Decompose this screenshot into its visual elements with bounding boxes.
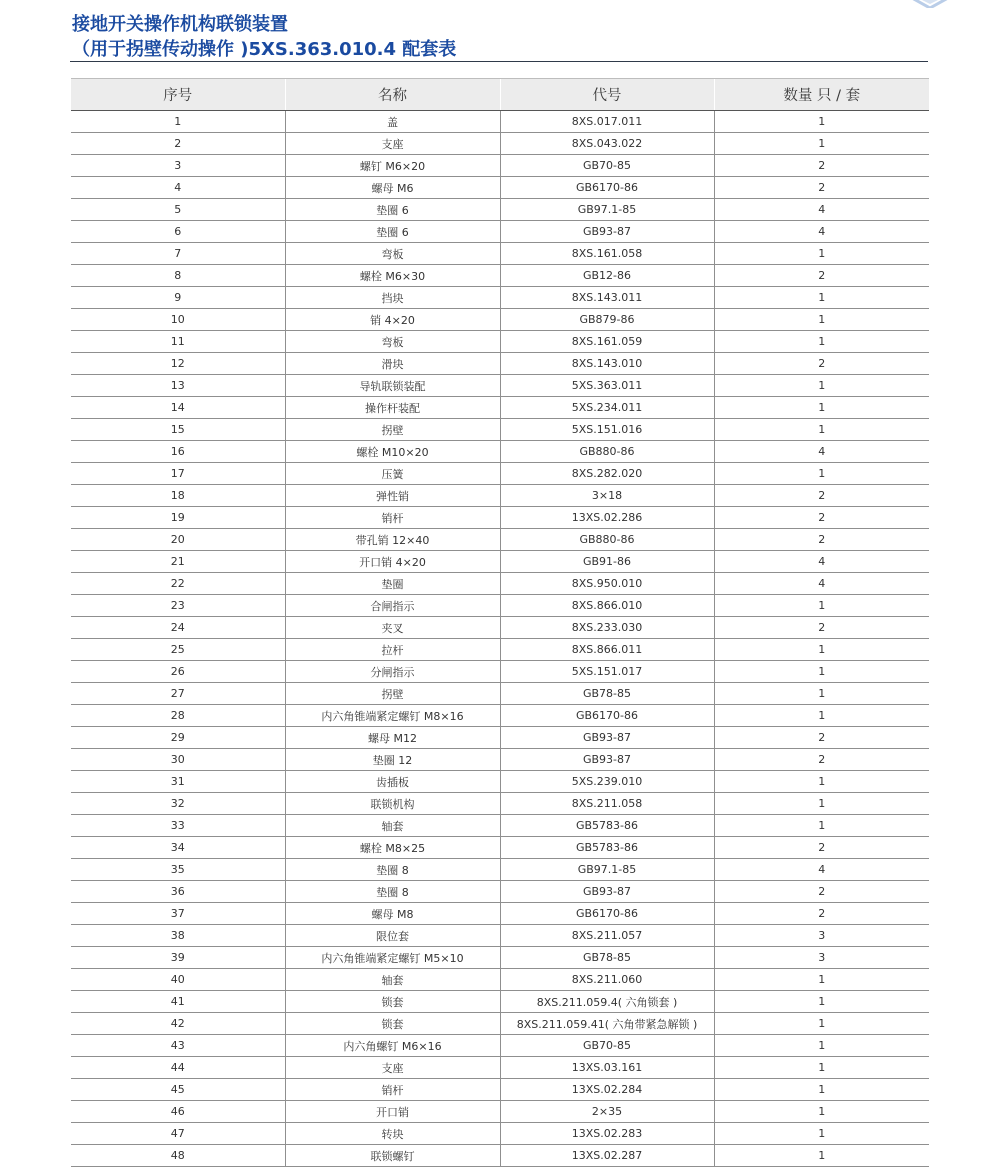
cell-name: 支座 <box>285 1057 500 1079</box>
parts-table <box>71 78 929 1167</box>
cell-code: GB78-85 <box>500 947 714 969</box>
cell-index: 28 <box>71 705 285 727</box>
cell-quantity: 1 <box>714 463 929 485</box>
cell-name: 夹叉 <box>285 617 500 639</box>
cell-index: 8 <box>71 265 285 287</box>
table-row <box>71 133 929 155</box>
table-row <box>71 683 929 705</box>
table-row <box>71 595 929 617</box>
cell-code: GB97.1-85 <box>500 199 714 221</box>
table-row <box>71 199 929 221</box>
cell-name: 销杆 <box>285 507 500 529</box>
table-row <box>71 375 929 397</box>
cell-index: 44 <box>71 1057 285 1079</box>
table-row <box>71 661 929 683</box>
cell-name: 垫圈 6 <box>285 199 500 221</box>
table-row <box>71 309 929 331</box>
cell-quantity: 1 <box>714 243 929 265</box>
table-row <box>71 397 929 419</box>
cell-index: 36 <box>71 881 285 903</box>
cell-quantity: 1 <box>714 397 929 419</box>
table-row <box>71 463 929 485</box>
cell-code: 8XS.211.059.4( 六角锁套 ) <box>500 991 714 1013</box>
table-row <box>71 837 929 859</box>
cell-code: 8XS.211.057 <box>500 925 714 947</box>
cell-index: 26 <box>71 661 285 683</box>
cell-name: 内六角锥端紧定螺钉 M8×16 <box>285 705 500 727</box>
cell-index: 48 <box>71 1145 285 1167</box>
cell-quantity: 3 <box>714 947 929 969</box>
table-row <box>71 551 929 573</box>
corner-decoration <box>912 0 948 8</box>
cell-name: 联锁机构 <box>285 793 500 815</box>
table-row <box>71 991 929 1013</box>
cell-name: 螺栓 M8×25 <box>285 837 500 859</box>
cell-index: 16 <box>71 441 285 463</box>
cell-quantity: 1 <box>714 661 929 683</box>
cell-index: 7 <box>71 243 285 265</box>
cell-quantity: 2 <box>714 903 929 925</box>
cell-index: 15 <box>71 419 285 441</box>
cell-index: 25 <box>71 639 285 661</box>
cell-code: GB78-85 <box>500 683 714 705</box>
cell-code: 3×18 <box>500 485 714 507</box>
cell-name: 弯板 <box>285 243 500 265</box>
cell-name: 拐壁 <box>285 419 500 441</box>
table-row <box>71 507 929 529</box>
cell-index: 40 <box>71 969 285 991</box>
table-row <box>71 727 929 749</box>
table-row <box>71 1101 929 1123</box>
cell-index: 5 <box>71 199 285 221</box>
cell-quantity: 1 <box>714 375 929 397</box>
cell-quantity: 1 <box>714 683 929 705</box>
cell-index: 3 <box>71 155 285 177</box>
cell-index: 33 <box>71 815 285 837</box>
cell-name: 弯板 <box>285 331 500 353</box>
cell-index: 47 <box>71 1123 285 1145</box>
table-row <box>71 155 929 177</box>
cell-quantity: 2 <box>714 529 929 551</box>
cell-index: 18 <box>71 485 285 507</box>
cell-index: 35 <box>71 859 285 881</box>
cell-quantity: 1 <box>714 1035 929 1057</box>
table-row <box>71 1123 929 1145</box>
document-title <box>72 12 932 62</box>
header-name: 名称 <box>285 79 500 111</box>
cell-name: 螺栓 M6×30 <box>285 265 500 287</box>
table-header-row <box>71 79 929 111</box>
cell-quantity: 1 <box>714 595 929 617</box>
cell-name: 垫圈 8 <box>285 881 500 903</box>
cell-name: 开口销 4×20 <box>285 551 500 573</box>
cell-quantity: 4 <box>714 199 929 221</box>
cell-index: 2 <box>71 133 285 155</box>
cell-index: 14 <box>71 397 285 419</box>
cell-index: 1 <box>71 111 285 133</box>
cell-code: 8XS.233.030 <box>500 617 714 639</box>
cell-code: GB93-87 <box>500 749 714 771</box>
cell-index: 20 <box>71 529 285 551</box>
table-row <box>71 485 929 507</box>
cell-quantity: 1 <box>714 969 929 991</box>
table-row <box>71 111 929 133</box>
cell-name: 内六角锥端紧定螺钉 M5×10 <box>285 947 500 969</box>
table-row <box>71 1035 929 1057</box>
cell-index: 13 <box>71 375 285 397</box>
cell-index: 4 <box>71 177 285 199</box>
table-row <box>71 177 929 199</box>
cell-name: 销杆 <box>285 1079 500 1101</box>
cell-index: 19 <box>71 507 285 529</box>
cell-name: 转块 <box>285 1123 500 1145</box>
cell-code: 8XS.950.010 <box>500 573 714 595</box>
cell-quantity: 2 <box>714 727 929 749</box>
cell-index: 42 <box>71 1013 285 1035</box>
cell-name: 操作杆装配 <box>285 397 500 419</box>
cell-code: 8XS.017.011 <box>500 111 714 133</box>
cell-quantity: 4 <box>714 859 929 881</box>
cell-code: GB93-87 <box>500 881 714 903</box>
table-row <box>71 265 929 287</box>
cell-name: 螺母 M8 <box>285 903 500 925</box>
cell-code: GB70-85 <box>500 1035 714 1057</box>
cell-index: 38 <box>71 925 285 947</box>
cell-index: 12 <box>71 353 285 375</box>
cell-quantity: 2 <box>714 177 929 199</box>
table-row <box>71 331 929 353</box>
cell-name: 导轨联锁装配 <box>285 375 500 397</box>
cell-code: 8XS.211.060 <box>500 969 714 991</box>
cell-index: 37 <box>71 903 285 925</box>
cell-code: 8XS.143.011 <box>500 287 714 309</box>
cell-name: 支座 <box>285 133 500 155</box>
cell-index: 34 <box>71 837 285 859</box>
table-row <box>71 419 929 441</box>
cell-code: GB6170-86 <box>500 177 714 199</box>
cell-quantity: 4 <box>714 551 929 573</box>
cell-quantity: 2 <box>714 507 929 529</box>
cell-code: GB5783-86 <box>500 815 714 837</box>
cell-code: GB91-86 <box>500 551 714 573</box>
cell-quantity: 4 <box>714 573 929 595</box>
cell-quantity: 2 <box>714 881 929 903</box>
cell-quantity: 1 <box>714 331 929 353</box>
table-row <box>71 749 929 771</box>
cell-name: 分闸指示 <box>285 661 500 683</box>
cell-index: 21 <box>71 551 285 573</box>
cell-quantity: 1 <box>714 1079 929 1101</box>
cell-index: 6 <box>71 221 285 243</box>
cell-code: 5XS.151.016 <box>500 419 714 441</box>
table-row <box>71 815 929 837</box>
cell-code: 8XS.211.059.41( 六角带紧急解锁 ) <box>500 1013 714 1035</box>
cell-code: 8XS.161.059 <box>500 331 714 353</box>
cell-index: 24 <box>71 617 285 639</box>
cell-name: 齿插板 <box>285 771 500 793</box>
table-row <box>71 243 929 265</box>
cell-name: 螺栓 M10×20 <box>285 441 500 463</box>
cell-name: 合闸指示 <box>285 595 500 617</box>
cell-quantity: 1 <box>714 1123 929 1145</box>
cell-index: 45 <box>71 1079 285 1101</box>
table-row <box>71 221 929 243</box>
cell-name: 拐壁 <box>285 683 500 705</box>
cell-name: 限位套 <box>285 925 500 947</box>
table-row <box>71 947 929 969</box>
cell-code: 5XS.234.011 <box>500 397 714 419</box>
cell-name: 挡块 <box>285 287 500 309</box>
cell-code: 2×35 <box>500 1101 714 1123</box>
cell-code: GB97.1-85 <box>500 859 714 881</box>
cell-name: 拉杆 <box>285 639 500 661</box>
cell-quantity: 1 <box>714 815 929 837</box>
cell-name: 锁套 <box>285 991 500 1013</box>
cell-index: 22 <box>71 573 285 595</box>
cell-quantity: 1 <box>714 1145 929 1167</box>
cell-quantity: 4 <box>714 221 929 243</box>
cell-code: 8XS.866.011 <box>500 639 714 661</box>
cell-name: 盖 <box>285 111 500 133</box>
table-row <box>71 771 929 793</box>
table-row <box>71 925 929 947</box>
cell-code: 5XS.151.017 <box>500 661 714 683</box>
cell-code: GB880-86 <box>500 529 714 551</box>
header-code: 代号 <box>500 79 714 111</box>
cell-quantity: 1 <box>714 419 929 441</box>
header-quantity: 数量 只 / 套 <box>714 79 929 111</box>
table-row <box>71 529 929 551</box>
table-row <box>71 969 929 991</box>
cell-code: 5XS.363.011 <box>500 375 714 397</box>
cell-index: 32 <box>71 793 285 815</box>
cell-code: GB6170-86 <box>500 705 714 727</box>
cell-code: 8XS.161.058 <box>500 243 714 265</box>
cell-name: 螺钉 M6×20 <box>285 155 500 177</box>
cell-code: 13XS.02.283 <box>500 1123 714 1145</box>
title-divider <box>70 61 928 62</box>
cell-name: 螺母 M12 <box>285 727 500 749</box>
table-row <box>71 1079 929 1101</box>
cell-code: GB93-87 <box>500 221 714 243</box>
cell-code: GB879-86 <box>500 309 714 331</box>
cell-name: 垫圈 8 <box>285 859 500 881</box>
cell-quantity: 2 <box>714 353 929 375</box>
table-row <box>71 1057 929 1079</box>
header-index: 序号 <box>71 79 285 111</box>
cell-name: 压簧 <box>285 463 500 485</box>
cell-name: 螺母 M6 <box>285 177 500 199</box>
cell-quantity: 2 <box>714 749 929 771</box>
cell-quantity: 3 <box>714 925 929 947</box>
cell-index: 39 <box>71 947 285 969</box>
table-row <box>71 881 929 903</box>
cell-quantity: 1 <box>714 111 929 133</box>
table-row <box>71 793 929 815</box>
cell-code: 8XS.043.022 <box>500 133 714 155</box>
cell-quantity: 4 <box>714 441 929 463</box>
cell-code: 13XS.02.287 <box>500 1145 714 1167</box>
cell-quantity: 1 <box>714 639 929 661</box>
cell-index: 17 <box>71 463 285 485</box>
cell-code: 8XS.282.020 <box>500 463 714 485</box>
cell-quantity: 1 <box>714 1013 929 1035</box>
cell-code: 8XS.211.058 <box>500 793 714 815</box>
cell-quantity: 1 <box>714 1057 929 1079</box>
cell-index: 46 <box>71 1101 285 1123</box>
table-row <box>71 639 929 661</box>
cell-quantity: 1 <box>714 705 929 727</box>
cell-name: 开口销 <box>285 1101 500 1123</box>
cell-code: GB12-86 <box>500 265 714 287</box>
table-row <box>71 353 929 375</box>
table-row <box>71 859 929 881</box>
cell-quantity: 2 <box>714 837 929 859</box>
title-line-1: 接地开关操作机构联锁装置 <box>72 14 288 35</box>
cell-quantity: 2 <box>714 485 929 507</box>
cell-code: 13XS.03.161 <box>500 1057 714 1079</box>
cell-name: 轴套 <box>285 815 500 837</box>
cell-name: 锁套 <box>285 1013 500 1035</box>
cell-code: GB880-86 <box>500 441 714 463</box>
cell-quantity: 1 <box>714 793 929 815</box>
table-row <box>71 705 929 727</box>
cell-code: GB70-85 <box>500 155 714 177</box>
title-line-2: （用于拐壁传动操作 )5XS.363.010.4 配套表 <box>72 39 457 60</box>
cell-code: 13XS.02.284 <box>500 1079 714 1101</box>
cell-code: GB5783-86 <box>500 837 714 859</box>
cell-index: 30 <box>71 749 285 771</box>
cell-index: 27 <box>71 683 285 705</box>
cell-name: 垫圈 <box>285 573 500 595</box>
table-row <box>71 903 929 925</box>
cell-name: 销 4×20 <box>285 309 500 331</box>
cell-name: 带孔销 12×40 <box>285 529 500 551</box>
cell-quantity: 2 <box>714 265 929 287</box>
cell-quantity: 1 <box>714 1101 929 1123</box>
cell-index: 23 <box>71 595 285 617</box>
cell-quantity: 1 <box>714 771 929 793</box>
cell-quantity: 1 <box>714 287 929 309</box>
cell-quantity: 1 <box>714 309 929 331</box>
cell-index: 31 <box>71 771 285 793</box>
cell-code: 8XS.143.010 <box>500 353 714 375</box>
cell-name: 垫圈 6 <box>285 221 500 243</box>
table-row <box>71 441 929 463</box>
table-row <box>71 287 929 309</box>
cell-code: 8XS.866.010 <box>500 595 714 617</box>
cell-name: 内六角螺钉 M6×16 <box>285 1035 500 1057</box>
cell-name: 联锁螺钉 <box>285 1145 500 1167</box>
cell-name: 轴套 <box>285 969 500 991</box>
cell-quantity: 1 <box>714 133 929 155</box>
cell-code: 5XS.239.010 <box>500 771 714 793</box>
table-row <box>71 573 929 595</box>
cell-index: 43 <box>71 1035 285 1057</box>
cell-quantity: 2 <box>714 155 929 177</box>
cell-name: 弹性销 <box>285 485 500 507</box>
cell-index: 9 <box>71 287 285 309</box>
cell-code: GB6170-86 <box>500 903 714 925</box>
table-row <box>71 1145 929 1167</box>
table-row <box>71 1013 929 1035</box>
cell-quantity: 2 <box>714 617 929 639</box>
cell-index: 11 <box>71 331 285 353</box>
table-row <box>71 617 929 639</box>
cell-quantity: 1 <box>714 991 929 1013</box>
cell-name: 滑块 <box>285 353 500 375</box>
cell-index: 10 <box>71 309 285 331</box>
cell-code: GB93-87 <box>500 727 714 749</box>
cell-index: 29 <box>71 727 285 749</box>
cell-name: 垫圈 12 <box>285 749 500 771</box>
cell-index: 41 <box>71 991 285 1013</box>
cell-code: 13XS.02.286 <box>500 507 714 529</box>
